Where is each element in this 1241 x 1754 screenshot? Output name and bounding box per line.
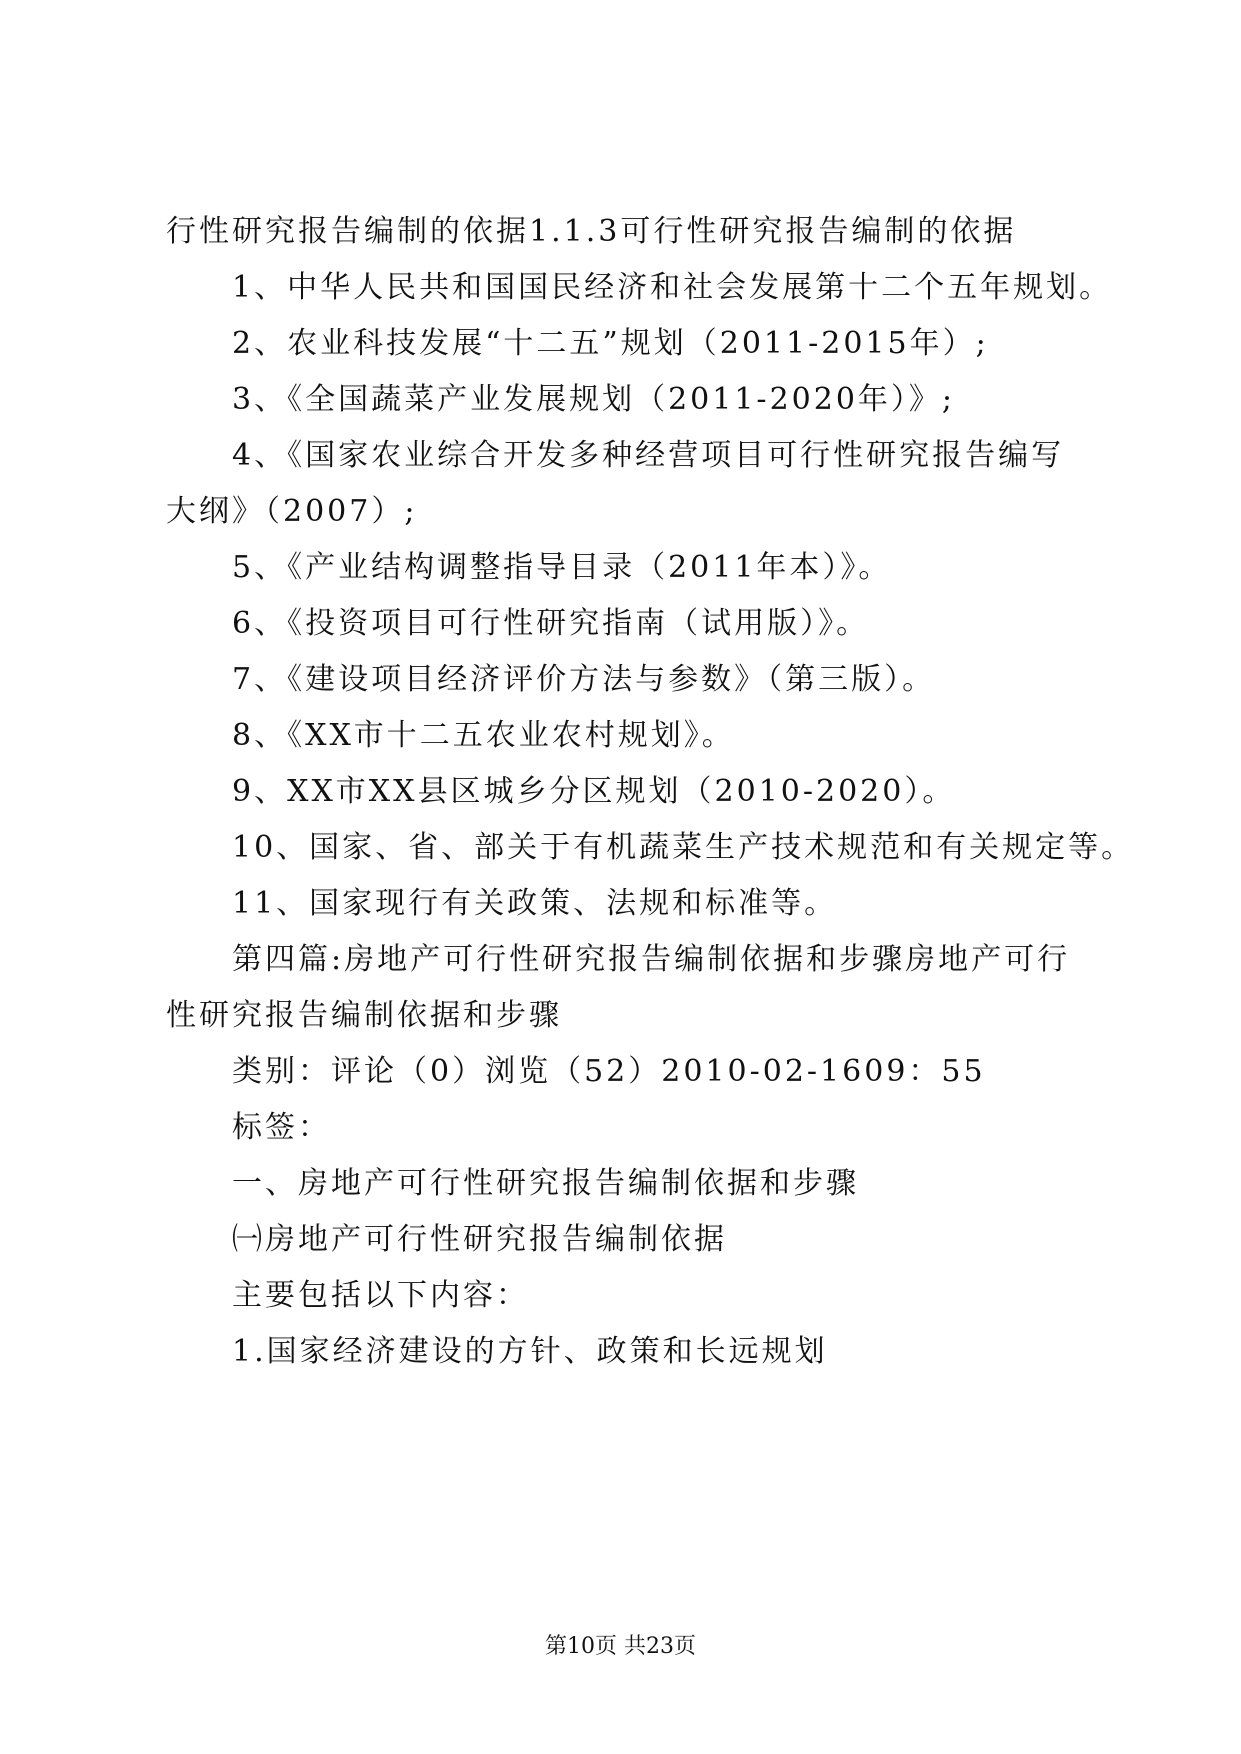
text-line: 1.国家经济建设的方针、政策和长远规划 bbox=[232, 1334, 828, 1369]
text-line: 9、XX市XX县区城乡分区规划（2010-2020）。 bbox=[232, 774, 956, 809]
text-line: 一、房地产可行性研究报告编制依据和步骤 bbox=[232, 1166, 859, 1201]
meta-line: 类别：评论（0）浏览（52）2010-02-1609：55 bbox=[232, 1054, 986, 1089]
text-line: 行性研究报告编制的依据1.1.3可行性研究报告编制的依据 bbox=[166, 214, 1017, 249]
text-line: 主要包括以下内容： bbox=[232, 1278, 529, 1313]
text-line: ㈠房地产可行性研究报告编制依据 bbox=[232, 1222, 727, 1257]
section-heading: 性研究报告编制依据和步骤 bbox=[166, 998, 562, 1033]
text-line: 4、《国家农业综合开发多种经营项目可行性研究报告编写 bbox=[232, 438, 1065, 473]
text-line: 11、国家现行有关政策、法规和标准等。 bbox=[232, 886, 838, 921]
text-line: 1、中华人民共和国国民经济和社会发展第十二个五年规划。 bbox=[232, 270, 1113, 305]
text-line: 6、《投资项目可行性研究指南（试用版）》。 bbox=[232, 606, 870, 641]
text-line: 8、《XX市十二五农业农村规划》。 bbox=[232, 718, 735, 753]
text-line: 大纲》（2007）; bbox=[166, 494, 418, 529]
text-line: 5、《产业结构调整指导目录（2011年本）》。 bbox=[232, 550, 892, 585]
tags-line: 标签： bbox=[232, 1110, 331, 1145]
text-line: 2、农业科技发展“十二五”规划（2011-2015年）; bbox=[232, 326, 989, 361]
text-line: 3、《全国蔬菜产业发展规划（2011-2020年）》; bbox=[232, 382, 956, 417]
text-line: 7、《建设项目经济评价方法与参数》（第三版）。 bbox=[232, 662, 936, 697]
page-footer: 第10页 共23页 bbox=[545, 1634, 696, 1659]
section-heading: 第四篇:房地产可行性研究报告编制依据和步骤房地产可行 bbox=[232, 942, 1071, 977]
text-line: 10、国家、省、部关于有机蔬菜生产技术规范和有关规定等。 bbox=[232, 830, 1135, 865]
